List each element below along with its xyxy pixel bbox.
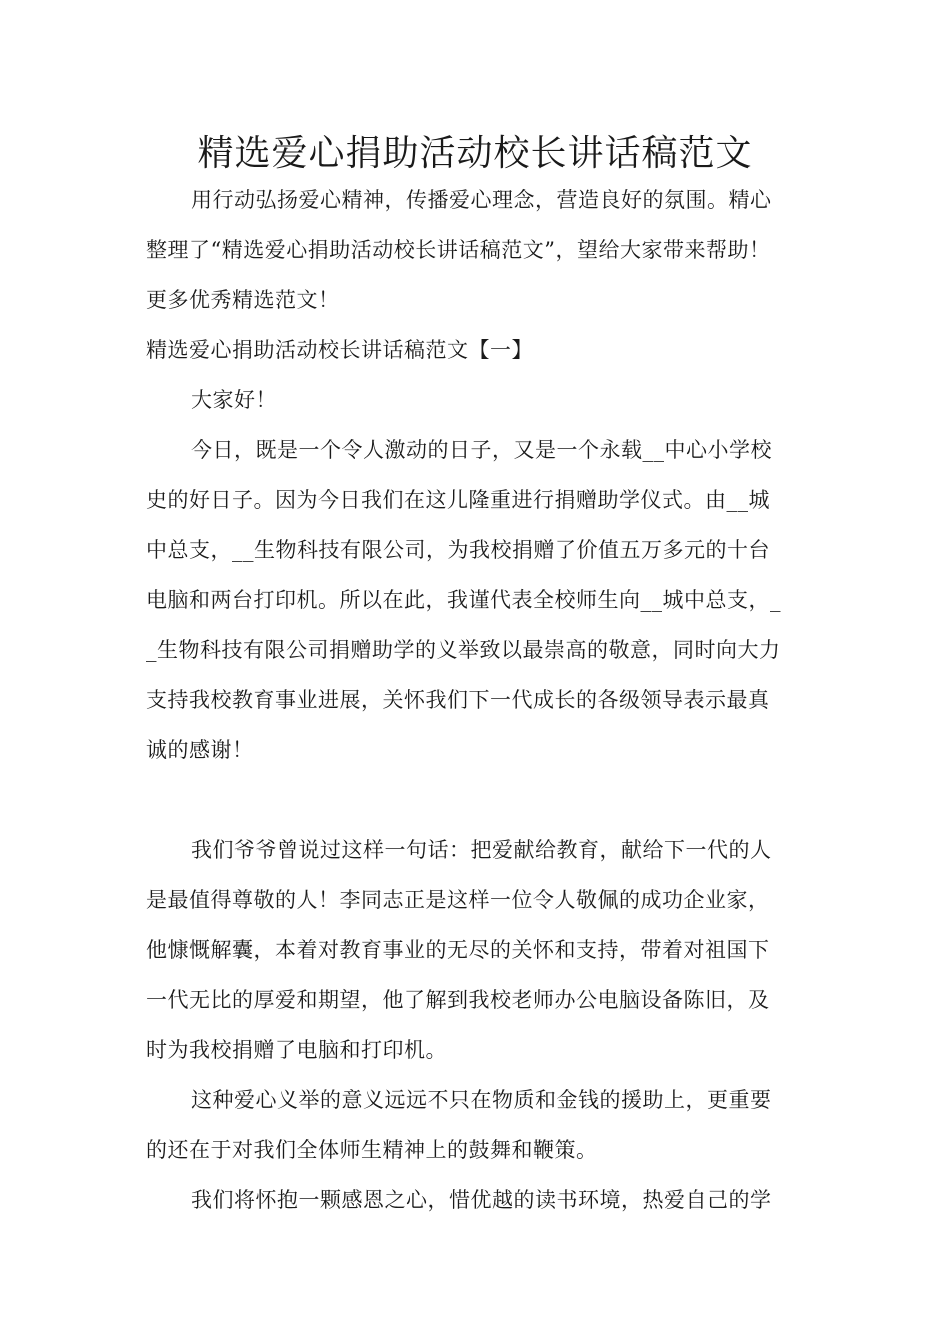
paragraph-line: 的还在于对我们全体师生精神上的鼓舞和鞭策。 — [146, 1138, 598, 1162]
paragraph-line: 用行动弘扬爱心精神，传播爱心理念，营造良好的氛围。精心 — [191, 188, 772, 212]
section-heading: 精选爱心捐助活动校长讲话稿范文【一】 — [146, 338, 533, 362]
paragraph-line: 今日，既是一个令人激动的日子，又是一个永载__中心小学校 — [191, 438, 772, 462]
greeting-line: 大家好！ — [191, 388, 277, 412]
paragraph-line: 史的好日子。因为今日我们在这儿隆重进行捐赠助学仪式。由__城 — [146, 488, 770, 512]
paragraph-line: 是最值得尊敬的人！李同志正是这样一位令人敬佩的成功企业家， — [146, 888, 770, 912]
document-title: 精选爱心捐助活动校长讲话稿范文 — [197, 133, 753, 174]
paragraph-line: 电脑和两台打印机。所以在此，我谨代表全校师生向__城中总支，_ — [146, 588, 781, 612]
paragraph-line: 这种爱心义举的意义远远不只在物质和金钱的援助上，更重要 — [191, 1088, 772, 1112]
paragraph-line: 我们将怀抱一颗感恩之心，惜优越的读书环境，热爱自己的学 — [191, 1188, 772, 1212]
paragraph-line: 中总支，__生物科技有限公司，为我校捐赠了价值五万多元的十台 — [146, 538, 770, 562]
paragraph-line: 他慷慨解囊，本着对教育事业的无尽的关怀和支持，带着对祖国下 — [146, 938, 770, 962]
paragraph-line: 支持我校教育事业进展，关怀我们下一代成长的各级领导表示最真 — [146, 688, 770, 712]
paragraph-line: 更多优秀精选范文！ — [146, 288, 340, 312]
paragraph-line: _生物科技有限公司捐赠助学的义举致以最崇高的敬意，同时向大力 — [146, 638, 781, 662]
paragraph-line: 我们爷爷曾说过这样一句话：把爱献给教育，献给下一代的人 — [191, 838, 772, 862]
paragraph-line: 整理了“精选爱心捐助活动校长讲话稿范文”，望给大家带来帮助！ — [146, 238, 771, 262]
paragraph-line: 时为我校捐赠了电脑和打印机。 — [146, 1038, 447, 1062]
paragraph-line: 诚的感谢！ — [146, 738, 254, 762]
paragraph-line: 一代无比的厚爱和期望，他了解到我校老师办公电脑设备陈旧，及 — [146, 988, 770, 1012]
